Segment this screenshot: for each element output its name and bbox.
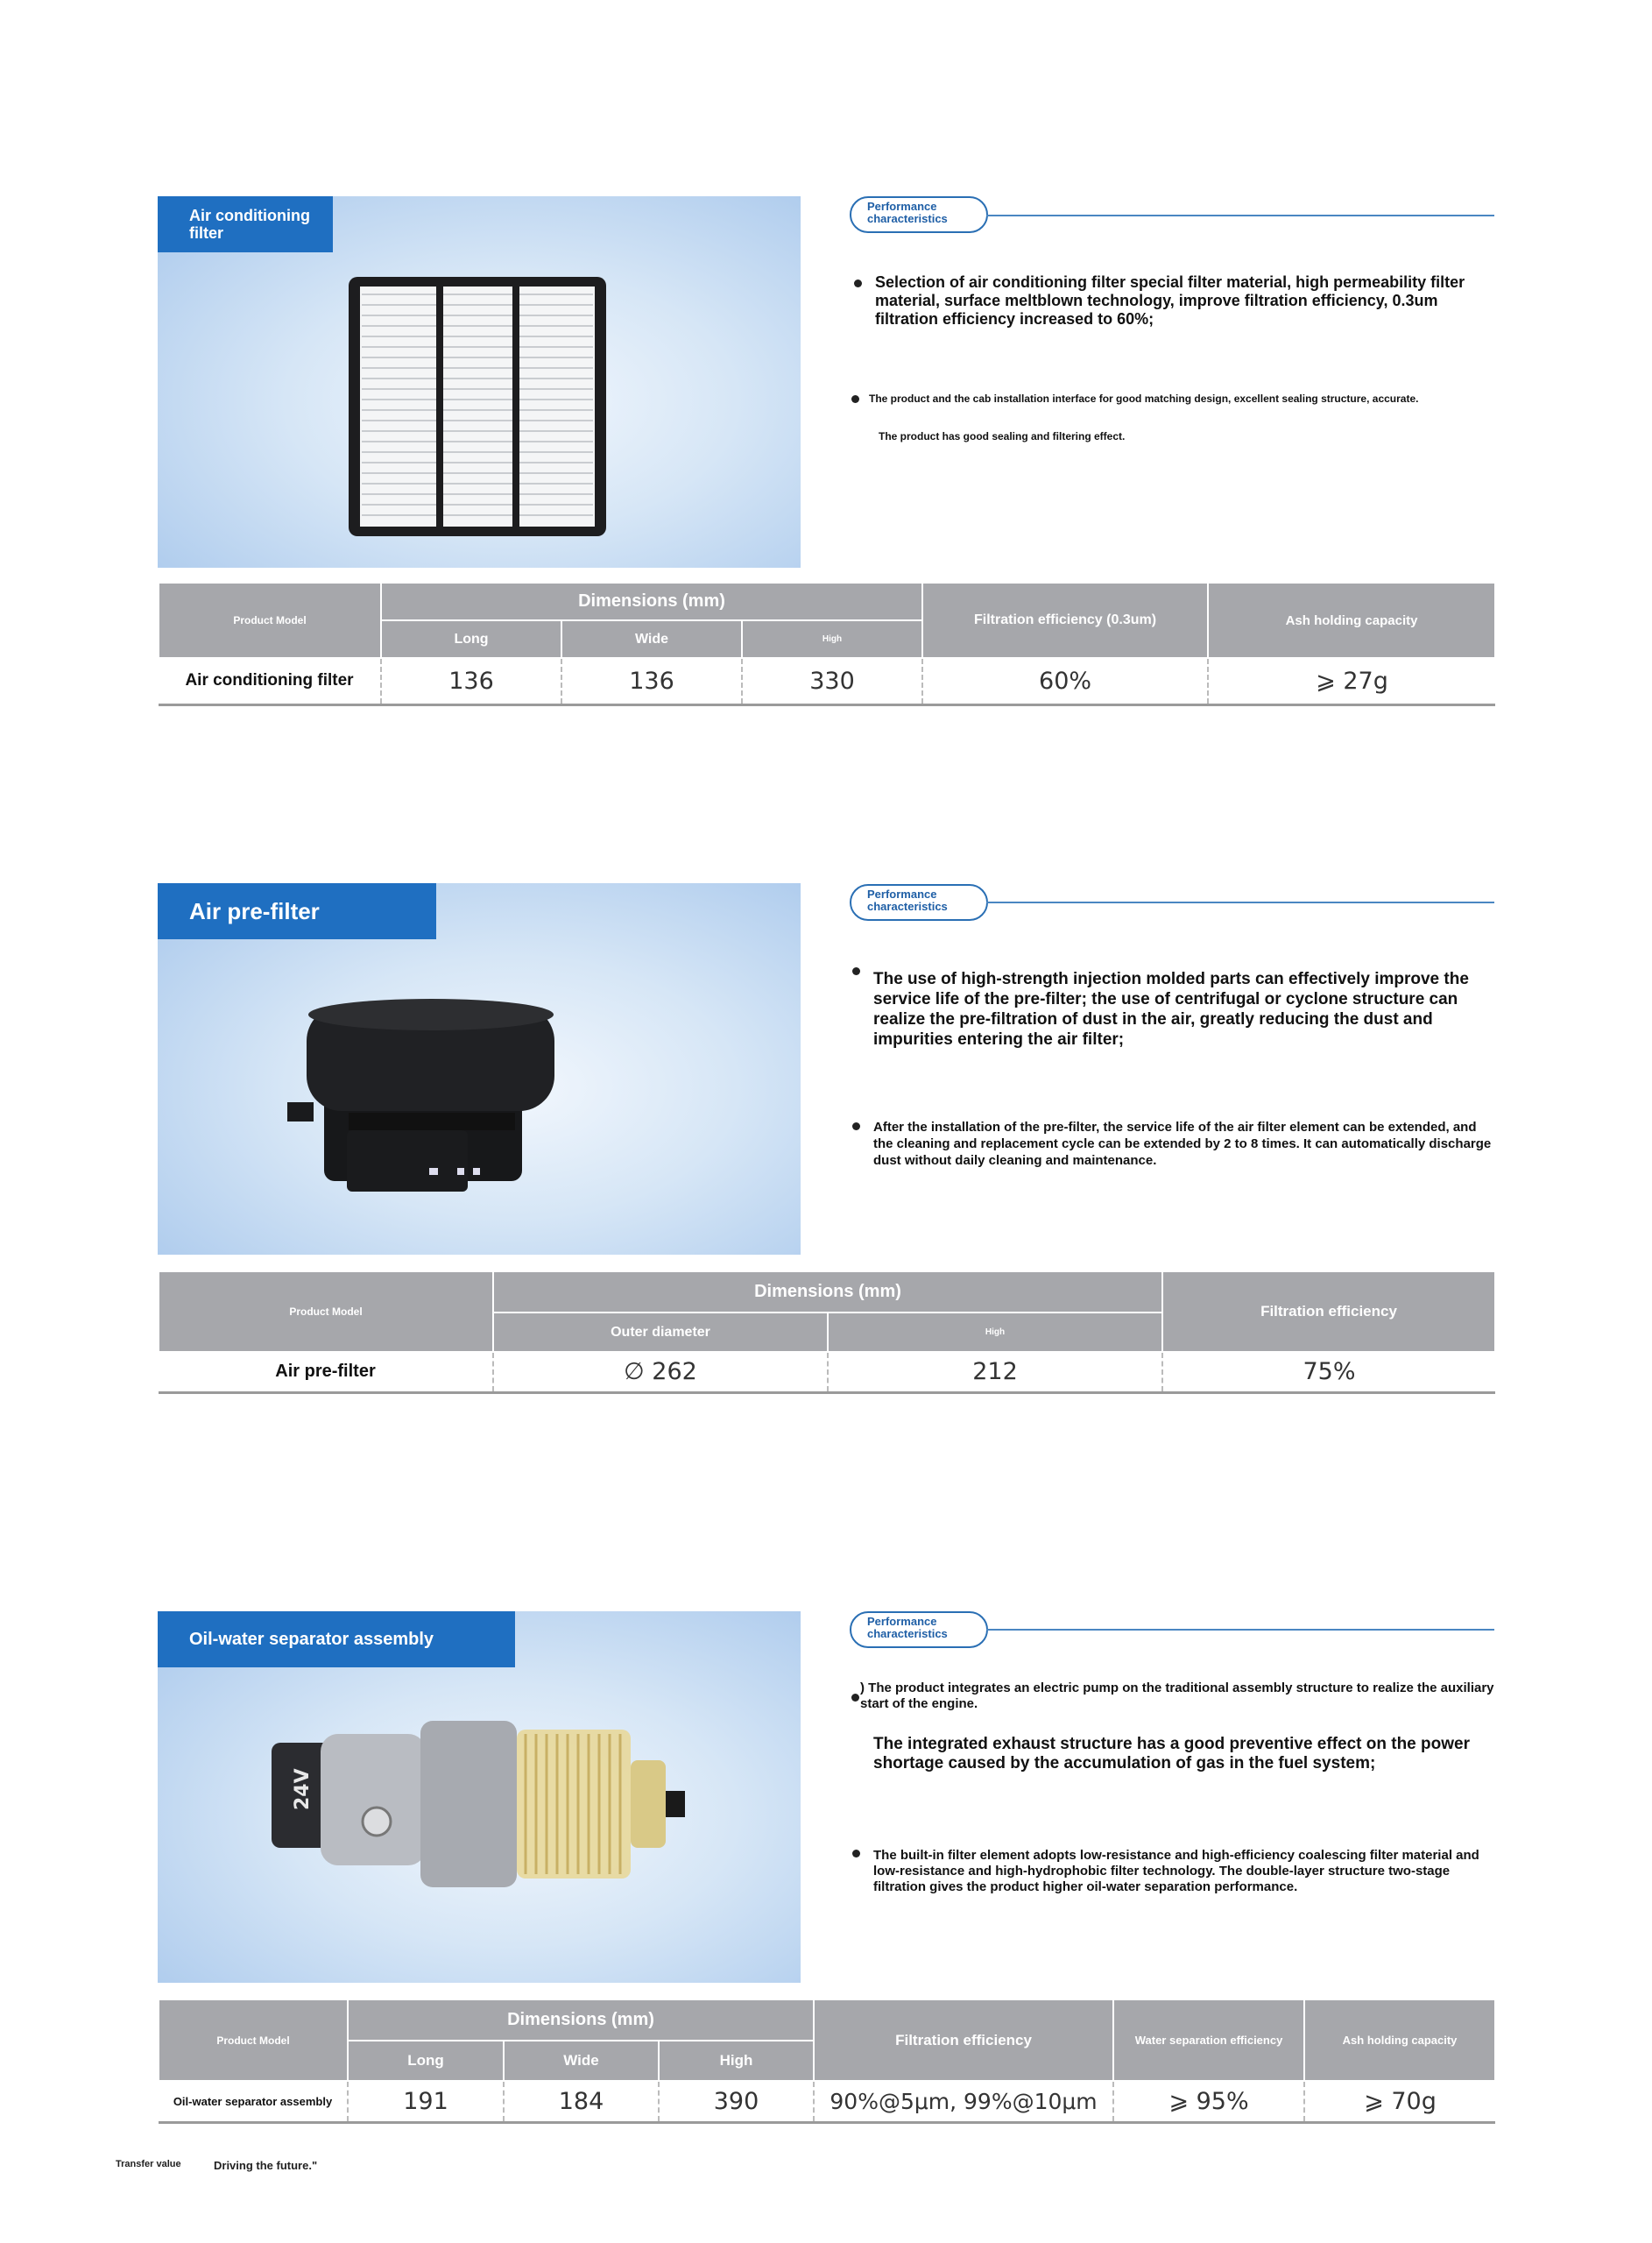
header-wide: Wide	[504, 2041, 659, 2081]
cell-efficiency: 90%@5μm, 99%@10μm	[814, 2081, 1113, 2122]
bullet-text: The product and the cab installation interface for good matching design, excellent sealing structure, accurate.	[869, 393, 1419, 405]
bullet-text: The product has good sealing and filtering effect.	[879, 430, 1126, 442]
header-outer-diameter: Outer diameter	[493, 1313, 828, 1352]
bullet-item	[869, 393, 1500, 405]
header-dimensions: Dimensions (mm)	[381, 583, 922, 620]
tag-line-1: Air conditioning	[189, 207, 310, 224]
bullet-item	[875, 273, 1493, 329]
header-product-model: Product Model	[159, 583, 381, 658]
cell-high: 212	[828, 1352, 1162, 1392]
cell-ash: ⩾ 27g	[1208, 658, 1495, 704]
pump-voltage-label: 24V	[292, 1768, 314, 1810]
performance-pill	[850, 884, 988, 921]
tag-text: Air pre-filter	[189, 897, 320, 924]
spec-table-air-conditioning-filter	[158, 582, 1496, 706]
header-product-model: Product Model	[159, 1271, 493, 1352]
header-filtration-efficiency: Filtration efficiency	[1162, 1271, 1495, 1352]
bullet-item	[873, 1848, 1497, 1895]
pill-line-1: Performance	[867, 200, 937, 213]
tag-line-2: filter	[189, 224, 224, 242]
header-high: High	[742, 620, 922, 658]
pill-line-1: Performance	[867, 888, 937, 901]
cell-model: Oil-water separator assembly	[159, 2081, 348, 2122]
pill-line-1: Performance	[867, 1615, 937, 1628]
footer-slogan: Driving the future."	[214, 2159, 318, 2172]
bullet-text: The use of high-strength injection molded parts can effectively improve the service life of the pre-filter; the use of centrifugal or cyclone structure can realize the pre-filtration of dust in the air, greatly reducing the dust and impurities entering the air filter;	[873, 970, 1469, 1049]
bullet-text: Selection of air conditioning filter special filter material, high permeability filter material, surface meltblown technology, improve filtration efficiency, 0.3um filtration efficiency increased to 60%;	[875, 273, 1465, 328]
bullet-item	[873, 1735, 1497, 1773]
bullet-dot-icon	[852, 1850, 860, 1857]
cell-model: Air conditioning filter	[159, 658, 381, 704]
cell-wide: 136	[561, 658, 742, 704]
cell-wide: 184	[504, 2081, 659, 2122]
divider-line	[986, 1629, 1494, 1631]
product-tag-air-conditioning-filter	[158, 196, 333, 252]
performance-pill	[850, 1611, 988, 1648]
cell-long: 191	[348, 2081, 504, 2122]
bullet-text: ) The product integrates an electric pump on the traditional assembly structure to realize the auxiliary start of the engine.	[860, 1680, 1494, 1711]
oil-water-separator-photo	[158, 1611, 801, 1983]
bullet-item	[879, 430, 1483, 442]
pill-line-2: characteristics	[867, 1627, 948, 1640]
header-long: Long	[381, 620, 561, 658]
header-product-model: Product Model	[159, 1999, 348, 2081]
table-row	[159, 2081, 1495, 2122]
table-row	[159, 658, 1495, 704]
header-dimensions: Dimensions (mm)	[348, 1999, 814, 2041]
footer-left-text: Transfer value	[116, 2159, 181, 2169]
cell-high: 390	[659, 2081, 814, 2122]
cell-model: Air pre-filter	[159, 1352, 493, 1392]
bullet-item	[873, 969, 1497, 1050]
header-filtration-efficiency: Filtration efficiency (0.3um)	[922, 583, 1208, 658]
header-high: High	[828, 1313, 1162, 1352]
bullet-dot-icon	[851, 1694, 859, 1702]
air-conditioning-filter-photo	[158, 196, 801, 568]
spec-table-oil-water-separator	[158, 1999, 1496, 2124]
bullet-text: The built-in filter element adopts low-resistance and high-efficiency coalescing filter material and low-resistance and high-hydrophobic filter technology. The double-layer structure two-stage filtration gives the product higher oil-water separation performance.	[873, 1848, 1479, 1894]
bullet-dot-icon	[854, 279, 862, 287]
header-water-separation: Water separation efficiency	[1113, 1999, 1304, 2081]
bullet-dot-icon	[852, 1122, 860, 1130]
header-high: High	[659, 2041, 814, 2081]
bullet-item	[860, 1680, 1495, 1712]
divider-line	[986, 902, 1494, 903]
bullet-item	[873, 1119, 1497, 1169]
performance-pill	[850, 196, 988, 233]
cell-outer-diameter: ∅ 262	[493, 1352, 828, 1392]
product-tag-air-pre-filter	[158, 883, 436, 939]
header-filtration-efficiency: Filtration efficiency	[814, 1999, 1113, 2081]
cell-high: 330	[742, 658, 922, 704]
cell-efficiency: 75%	[1162, 1352, 1495, 1392]
cell-ash: ⩾ 70g	[1304, 2081, 1495, 2122]
bullet-text: After the installation of the pre-filter, the service life of the air filter element can be extended, and the cleaning and replacement cycle can be extended by 2 to 8 times. It can automatically discharge dust without daily cleaning and maintenance.	[873, 1120, 1492, 1168]
header-long: Long	[348, 2041, 504, 2081]
air-pre-filter-photo	[158, 883, 801, 1255]
header-wide: Wide	[561, 620, 742, 658]
header-ash-holding: Ash holding capacity	[1208, 583, 1495, 658]
spec-table-air-pre-filter	[158, 1270, 1496, 1394]
cell-water-separation: ⩾ 95%	[1113, 2081, 1304, 2122]
bullet-dot-icon	[851, 395, 859, 403]
pill-line-2: characteristics	[867, 212, 948, 225]
product-tag-oil-water-separator	[158, 1611, 515, 1667]
pill-line-2: characteristics	[867, 900, 948, 913]
header-ash-holding: Ash holding capacity	[1304, 1999, 1495, 2081]
bullet-text: The integrated exhaust structure has a good preventive effect on the power shortage caused by the accumulation of gas in the fuel system;	[873, 1735, 1470, 1772]
cell-long: 136	[381, 658, 561, 704]
divider-line	[986, 215, 1494, 216]
tag-text: Oil-water separator assembly	[189, 1629, 434, 1649]
header-dimensions: Dimensions (mm)	[493, 1271, 1162, 1313]
cell-efficiency: 60%	[922, 658, 1208, 704]
bullet-dot-icon	[852, 967, 860, 975]
table-row	[159, 1352, 1495, 1392]
